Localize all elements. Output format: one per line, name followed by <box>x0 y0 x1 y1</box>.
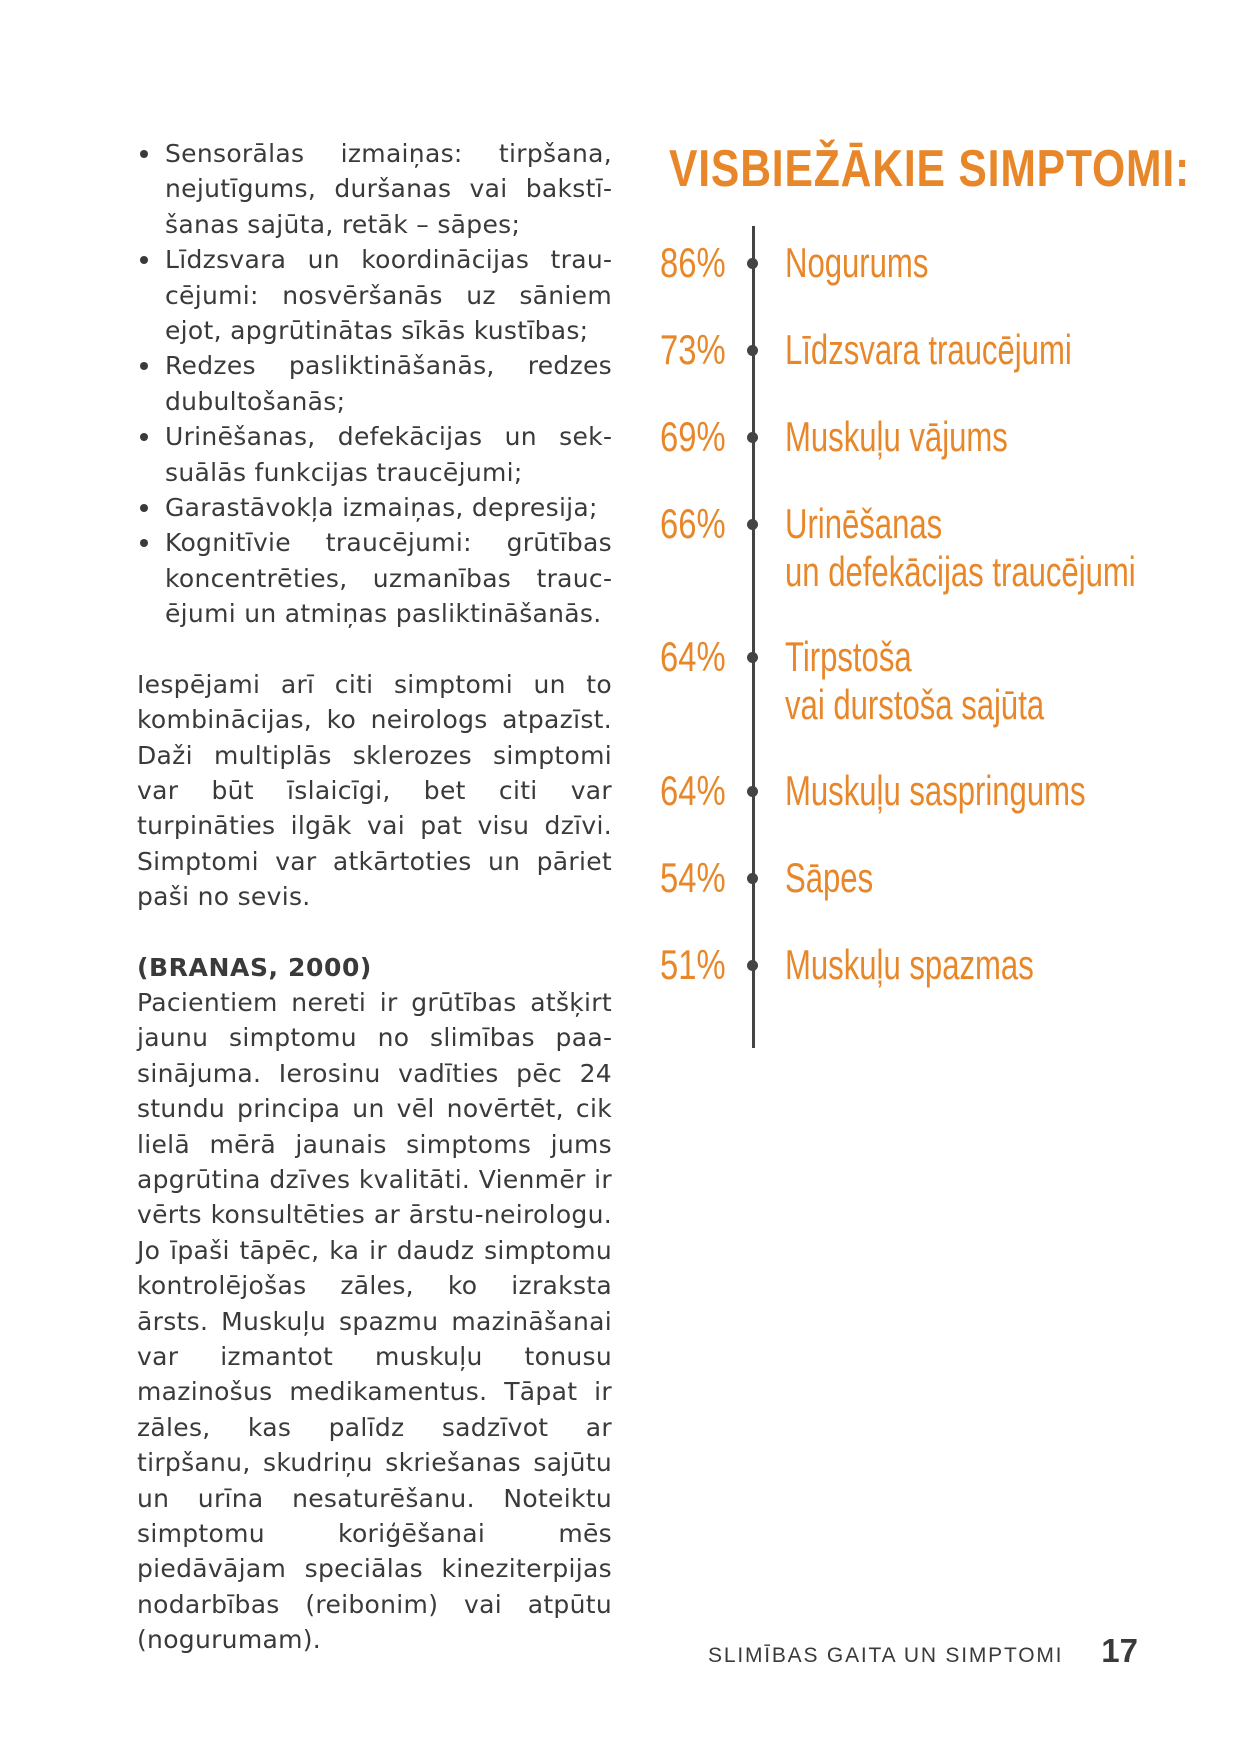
page-footer <box>708 1632 1138 1670</box>
bullet-item: Garastāvokļa izmaiņas, depresija; <box>137 490 612 525</box>
stat-percent: 66% <box>660 500 726 547</box>
bullet-item: Urinēšanas, defekācijas un seksuālās funkcijas traucējumi; <box>137 419 612 490</box>
bullet-item: Līdzsvara un koordinācijas traucējumi: nosvēršanās uz sāniem ejot, apgrūtinātas sīkās kustības; <box>137 242 612 348</box>
sidebar-heading: VISBIEŽĀKIE SIMPTOMI: <box>669 140 1191 198</box>
stat-label: Līdzsvara traucējumi <box>785 326 1072 373</box>
stat-percent: 64% <box>660 633 726 680</box>
symptom-bullet-list <box>137 136 612 632</box>
stat-percent: 69% <box>660 413 726 460</box>
page-number: 17 <box>1101 1632 1138 1669</box>
bullet-item: Kognitīvie traucējumi: grūtības koncentrēties, uzmanības traucējumi un atmiņas pasliktināšanās. <box>137 525 612 631</box>
stat-label: Muskuļu saspringums <box>785 767 1086 814</box>
timeline-dot-icon <box>747 873 758 884</box>
timeline-dot-icon <box>747 345 758 356</box>
bullet-item: Sensorālas izmaiņas: tirpšana, nejutīgums, duršanas vai bakstīšanas sajūta, retāk – sāpes; <box>137 136 612 242</box>
symptom-stats-sidebar <box>660 138 1220 988</box>
main-text-column <box>137 136 612 1658</box>
timeline-dot-icon <box>747 786 758 797</box>
timeline-dot-icon <box>747 652 758 663</box>
timeline-dot-icon <box>747 960 758 971</box>
stat-label: Sāpes <box>785 854 874 901</box>
chapter-title: SLIMĪBAS GAITA UN SIMPTOMI <box>708 1644 1064 1667</box>
source-citation: (BRANAS, 2000) <box>137 952 372 982</box>
stat-percent: 86% <box>660 239 726 286</box>
stat-percent: 64% <box>660 767 726 814</box>
stat-percent: 73% <box>660 326 726 373</box>
timeline-dot-icon <box>747 258 758 269</box>
stat-label: Nogurums <box>785 239 929 286</box>
stat-label: Urinēšanas un defekācijas traucējumi <box>785 500 1136 595</box>
stat-percent: 54% <box>660 854 726 901</box>
body-paragraph: Iespējami arī citi simptomi un to kombinācijas, ko neirologs atpazīst. Daži multiplās sklerozes simptomi var būt īslaicīgi, bet citi var turpināties ilgāk vai pat visu dzīvi. Simptomi var atkārtoties un pāriet paši no sevis. <box>137 669 612 912</box>
timeline-dot-icon <box>747 432 758 443</box>
body-paragraph: Pacientiem nereti ir grūtības atšķirt jaunu simptomu no slimības paasinājuma. Ierosinu vadīties pēc 24 stundu principa un vēl novērtēt, cik lielā mērā jaunais simptoms jums apgrūtina dzīves kvalitāti. Vienmēr ir vērts konsultēties ar ārstu-neirologu. Jo īpaši tāpēc, ka ir daudz simptomu kontrolējošas zāles, ko izraksta ārsts. Muskuļu spazmu mazināšanai var izmantot muskuļu tonusu mazinošus medikamentus. Tāpat ir zāles, kas palīdz sadzīvot ar tirpšanu, skudriņu skriešanas sajūtu un urīna nesaturēšanu. Noteiktu simptomu koriģēšanai mēs piedāvājam speciālas kineziterpijas nodarbības (reibonim) vai atpūtu (nogurumam). <box>137 987 612 1655</box>
timeline-dot-icon <box>747 519 758 530</box>
bullet-item: Redzes pasliktināšanās, redzes dubultošanās; <box>137 348 612 419</box>
stat-label: Muskuļu vājums <box>785 413 1008 460</box>
stat-label: Tirpstoša vai durstoša sajūta <box>785 633 1045 728</box>
stat-percent: 51% <box>660 941 726 988</box>
stat-label: Muskuļu spazmas <box>785 941 1034 988</box>
